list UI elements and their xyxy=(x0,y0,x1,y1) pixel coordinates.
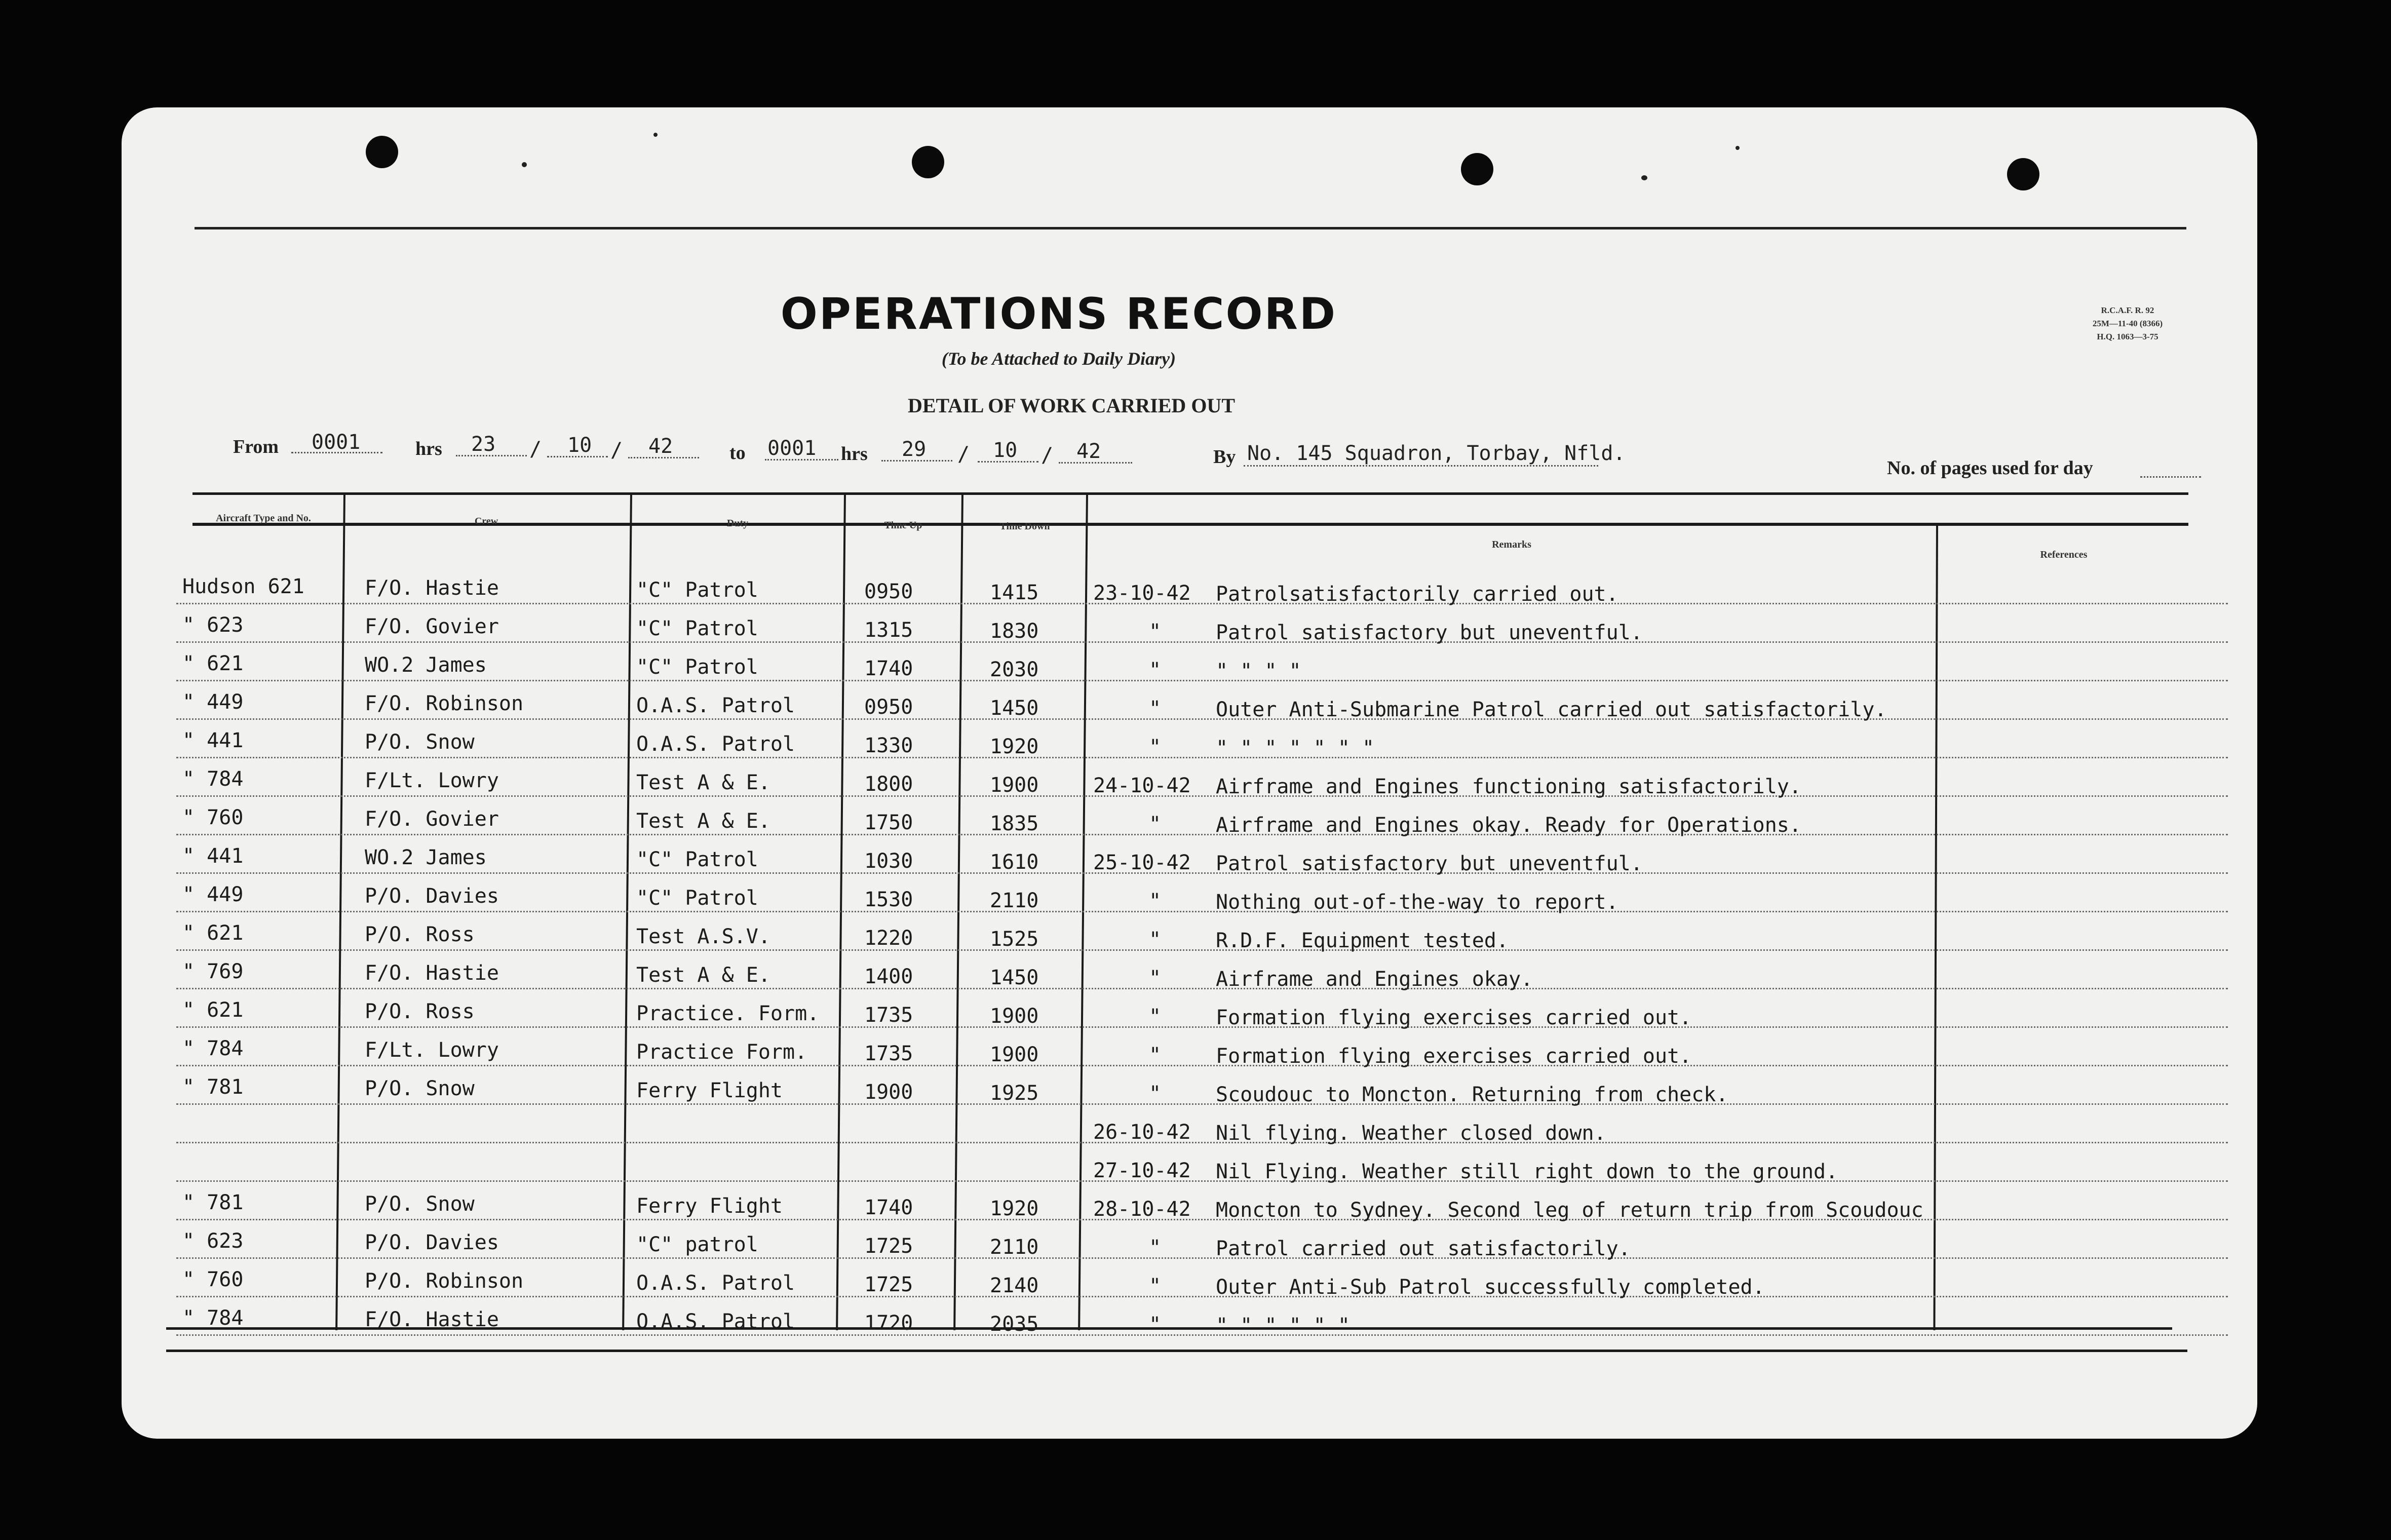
cell-duty: Test A & E. xyxy=(636,964,770,987)
row-rule xyxy=(176,834,2228,835)
cell-time-down: 1920 xyxy=(990,735,1039,758)
cell-time-up: 0950 xyxy=(864,580,913,603)
row-rule xyxy=(176,795,2228,797)
cell-aircraft: " 784 xyxy=(182,1306,244,1330)
cell-aircraft: " 621 xyxy=(182,998,244,1022)
cell-time-down: 1610 xyxy=(990,851,1039,874)
cell-remarks: Moncton to Sydney. Second leg of return trip from Scoudouc xyxy=(1216,1199,1923,1222)
col-header-references: References xyxy=(2040,549,2088,560)
cell-date: " xyxy=(1149,620,1162,643)
to-hrs-label: hrs xyxy=(841,443,868,465)
cell-time-down: 1835 xyxy=(990,812,1039,835)
form-code: R.C.A.F. R. 92 25M—11-40 (8366) H.Q. 1063—3-75 xyxy=(2092,305,2163,341)
section-title: DETAIL OF WORK CARRIED OUT xyxy=(907,394,1235,417)
to-label: to xyxy=(729,442,746,464)
row-rule xyxy=(176,1296,2228,1297)
col-header-time-up: Time Up xyxy=(884,520,922,531)
row-rule xyxy=(176,1103,2228,1105)
cell-aircraft: " 621 xyxy=(182,652,244,675)
cell-time-down: 1415 xyxy=(990,581,1039,604)
row-rule xyxy=(176,1065,2228,1066)
cell-time-down: 1450 xyxy=(990,966,1039,989)
cell-remarks: Airframe and Engines okay. Ready for Operations. xyxy=(1216,814,1801,837)
cell-aircraft: " 784 xyxy=(182,1037,244,1060)
row-rule xyxy=(176,1334,2228,1336)
cell-date: " xyxy=(1149,1236,1162,1259)
cell-crew: F/Lt. Lowry xyxy=(365,1038,499,1062)
cell-time-up: 1030 xyxy=(864,850,913,873)
row-rule xyxy=(176,603,2228,604)
cell-duty: "C" Patrol xyxy=(636,656,758,679)
cell-duty: Test A.S.V. xyxy=(636,925,770,948)
cell-aircraft: " 784 xyxy=(182,767,244,791)
cell-duty: Ferry Flight xyxy=(636,1079,783,1102)
cell-time-down: 1900 xyxy=(990,1005,1039,1028)
cell-duty: Ferry Flight xyxy=(636,1195,783,1218)
cell-aircraft: Hudson 621 xyxy=(182,575,304,598)
cell-aircraft: " 441 xyxy=(182,844,244,868)
cell-date: " xyxy=(1149,659,1162,682)
from-month: 10 xyxy=(567,434,592,457)
date-slash: / xyxy=(529,438,542,461)
cell-crew: F/O. Hastie xyxy=(365,961,499,985)
row-rule xyxy=(176,872,2228,874)
cell-remarks: Formation flying exercises carried out. xyxy=(1216,1045,1692,1068)
cell-date: " xyxy=(1149,1044,1162,1067)
row-rule xyxy=(176,1180,2228,1182)
cell-time-down: 2110 xyxy=(990,889,1039,912)
col-header-remarks: Remarks xyxy=(1492,539,1531,550)
cell-aircraft: " 781 xyxy=(182,1191,244,1214)
cell-crew: WO.2 James xyxy=(365,653,487,677)
cell-remarks: Nil Flying. Weather still right down to the ground. xyxy=(1216,1160,1838,1183)
cell-date: 28-10-42 xyxy=(1093,1198,1191,1221)
cell-remarks: Formation flying exercises carried out. xyxy=(1216,1006,1692,1029)
cell-time-down: 1920 xyxy=(990,1197,1039,1220)
cell-crew: P/O. Snow xyxy=(365,1192,475,1216)
cell-date: " xyxy=(1149,697,1162,720)
cell-crew: WO.2 James xyxy=(365,846,487,869)
row-rule xyxy=(176,757,2228,758)
cell-remarks: " " " " " " " xyxy=(1216,737,1375,760)
cell-remarks: R.D.F. Equipment tested. xyxy=(1216,929,1509,952)
cell-duty: O.A.S. Patrol xyxy=(636,733,795,756)
cell-aircraft: " 760 xyxy=(182,806,244,829)
row-rule xyxy=(176,680,2228,681)
page-title: OPERATIONS RECORD xyxy=(780,289,1337,339)
page-subtitle: (To be Attached to Daily Diary) xyxy=(941,349,1176,369)
from-year: 42 xyxy=(648,435,673,458)
unit-name: No. 145 Squadron, Torbay, Nfld. xyxy=(1247,442,1626,465)
cell-aircraft: " 449 xyxy=(182,690,244,714)
cell-crew: P/O. Davies xyxy=(365,884,499,908)
cell-time-up: 1725 xyxy=(864,1235,913,1258)
cell-duty: Test A & E. xyxy=(636,810,770,833)
pages-label: No. of pages used for day xyxy=(1887,457,2093,479)
cell-remarks: Nothing out-of-the-way to report. xyxy=(1216,891,1618,914)
cell-date: " xyxy=(1149,1275,1162,1298)
cell-date: " xyxy=(1149,1082,1162,1105)
date-slash: / xyxy=(610,439,623,462)
cell-crew: F/O. Govier xyxy=(365,615,499,638)
col-header-aircraft: Aircraft Type and No. xyxy=(216,513,311,524)
cell-aircraft: " 623 xyxy=(182,613,244,637)
cell-time-up: 1330 xyxy=(864,734,913,757)
operations-record-card xyxy=(122,107,2257,1439)
table-top-rule xyxy=(192,492,2188,495)
cell-date: 27-10-42 xyxy=(1093,1159,1191,1182)
cell-date: 25-10-42 xyxy=(1093,851,1191,874)
cell-duty: O.A.S. Patrol xyxy=(636,1272,795,1295)
cell-time-down: 1900 xyxy=(990,774,1039,797)
cell-time-down: 2140 xyxy=(990,1274,1039,1297)
cell-time-up: 1800 xyxy=(864,773,913,796)
cell-remarks: Outer Anti-Submarine Patrol carried out satisfactorily. xyxy=(1216,698,1887,721)
date-slash: / xyxy=(1041,444,1054,467)
row-rule xyxy=(176,1142,2228,1143)
cell-crew: P/O. Snow xyxy=(365,1077,475,1100)
cell-duty: Practice. Form. xyxy=(636,1002,820,1025)
cell-duty: "C" Patrol xyxy=(636,617,758,640)
cell-time-down: 2030 xyxy=(990,658,1039,681)
cell-duty: "C" Patrol xyxy=(636,887,758,910)
cell-time-down: 1450 xyxy=(990,697,1039,720)
cell-duty: Practice Form. xyxy=(636,1041,807,1064)
cell-time-up: 0950 xyxy=(864,696,913,719)
cell-time-up: 1220 xyxy=(864,927,913,950)
cell-duty: "C" patrol xyxy=(636,1233,758,1256)
cell-time-up: 1725 xyxy=(864,1273,913,1296)
cell-time-up: 1315 xyxy=(864,619,913,642)
cell-aircraft: " 781 xyxy=(182,1075,244,1099)
to-month: 10 xyxy=(993,439,1018,462)
date-slash: / xyxy=(957,443,970,466)
cell-time-up: 1740 xyxy=(864,657,913,680)
cell-remarks: " " " " " " xyxy=(1216,1314,1350,1337)
cell-crew: P/O. Snow xyxy=(365,730,475,754)
cell-aircraft: " 623 xyxy=(182,1229,244,1253)
cell-crew: F/O. Robinson xyxy=(365,692,524,715)
cell-time-down: 1900 xyxy=(990,1043,1039,1066)
table-bottom-rule xyxy=(166,1350,2187,1352)
cell-crew: P/O. Ross xyxy=(365,1000,475,1023)
cell-date: " xyxy=(1149,967,1162,990)
cell-crew: F/O. Hastie xyxy=(365,576,499,600)
cell-remarks: Nil flying. Weather closed down. xyxy=(1216,1122,1606,1145)
cell-remarks: Patrol satisfactory but uneventful. xyxy=(1216,852,1643,875)
cell-duty: O.A.S. Patrol xyxy=(636,1310,795,1333)
cell-remarks: Patrol satisfactory but uneventful. xyxy=(1216,621,1643,644)
col-header-crew: Crew xyxy=(474,516,498,527)
cell-time-up: 1900 xyxy=(864,1081,913,1104)
cell-time-up: 1400 xyxy=(864,965,913,988)
cell-remarks: " " " " xyxy=(1216,660,1301,683)
cell-time-up: 1735 xyxy=(864,1004,913,1027)
cell-time-up: 1530 xyxy=(864,888,913,911)
cell-remarks: Scoudouc to Moncton. Returning from check. xyxy=(1216,1083,1728,1106)
cell-aircraft: " 769 xyxy=(182,960,244,983)
col-header-time-down: Time Down xyxy=(999,521,1050,532)
cell-crew: P/O. Robinson xyxy=(365,1269,524,1293)
cell-date: 26-10-42 xyxy=(1093,1121,1191,1144)
cell-aircraft: " 621 xyxy=(182,921,244,945)
row-rule xyxy=(176,1026,2228,1028)
cell-remarks: Outer Anti-Sub Patrol successfully completed. xyxy=(1216,1276,1765,1299)
cell-crew: P/O. Davies xyxy=(365,1231,499,1254)
cell-duty: "C" Patrol xyxy=(636,579,758,602)
cell-aircraft: " 449 xyxy=(182,883,244,906)
cell-time-up: 1750 xyxy=(864,811,913,834)
col-header-duty: Duty xyxy=(726,518,749,529)
cell-date: " xyxy=(1149,1313,1162,1336)
cell-date: 23-10-42 xyxy=(1093,582,1191,605)
row-rule xyxy=(176,911,2228,912)
cell-date: " xyxy=(1149,890,1162,913)
cell-remarks: Airframe and Engines functioning satisfactorily. xyxy=(1216,775,1801,798)
cell-date: " xyxy=(1149,1005,1162,1028)
cell-date: 24-10-42 xyxy=(1093,774,1191,797)
from-label: From xyxy=(233,436,279,457)
cell-time-down: 1525 xyxy=(990,928,1039,951)
row-rule xyxy=(176,718,2228,720)
from-day: 23 xyxy=(471,433,496,456)
cell-aircraft: " 441 xyxy=(182,729,244,752)
cell-duty: "C" Patrol xyxy=(636,848,758,871)
to-year: 42 xyxy=(1076,440,1101,463)
hrs-label: hrs xyxy=(415,438,442,459)
row-rule xyxy=(176,641,2228,643)
row-rule xyxy=(176,949,2228,951)
to-time: 0001 xyxy=(767,437,817,460)
cell-crew: P/O. Ross xyxy=(365,923,475,946)
cell-time-down: 2035 xyxy=(990,1313,1039,1336)
from-time: 0001 xyxy=(312,431,361,454)
cell-time-up: 1735 xyxy=(864,1042,913,1065)
cell-crew: F/O. Hastie xyxy=(365,1308,499,1331)
cell-time-up: 1740 xyxy=(864,1196,913,1219)
cell-date: " xyxy=(1149,928,1162,951)
to-day: 29 xyxy=(902,438,927,461)
cell-remarks: Patrolsatisfactorily carried out. xyxy=(1216,583,1618,606)
cell-time-up: 1720 xyxy=(864,1312,913,1335)
column-divider xyxy=(1933,523,1938,1330)
by-label: By xyxy=(1213,446,1236,468)
cell-duty: O.A.S. Patrol xyxy=(636,694,795,717)
cell-aircraft: " 760 xyxy=(182,1268,244,1291)
cell-crew: F/Lt. Lowry xyxy=(365,769,499,792)
cell-crew: F/O. Govier xyxy=(365,807,499,831)
operations-table xyxy=(122,107,2257,1439)
cell-remarks: Patrol carried out satisfactorily. xyxy=(1216,1237,1631,1260)
row-rule xyxy=(176,1257,2228,1259)
cell-duty: Test A & E. xyxy=(636,771,770,794)
cell-remarks: Airframe and Engines okay. xyxy=(1216,968,1533,991)
cell-time-down: 1925 xyxy=(990,1082,1039,1105)
cell-date: " xyxy=(1149,736,1162,759)
row-rule xyxy=(176,988,2228,989)
cell-time-down: 2110 xyxy=(990,1236,1039,1259)
cell-date: " xyxy=(1149,813,1162,836)
cell-time-down: 1830 xyxy=(990,620,1039,643)
